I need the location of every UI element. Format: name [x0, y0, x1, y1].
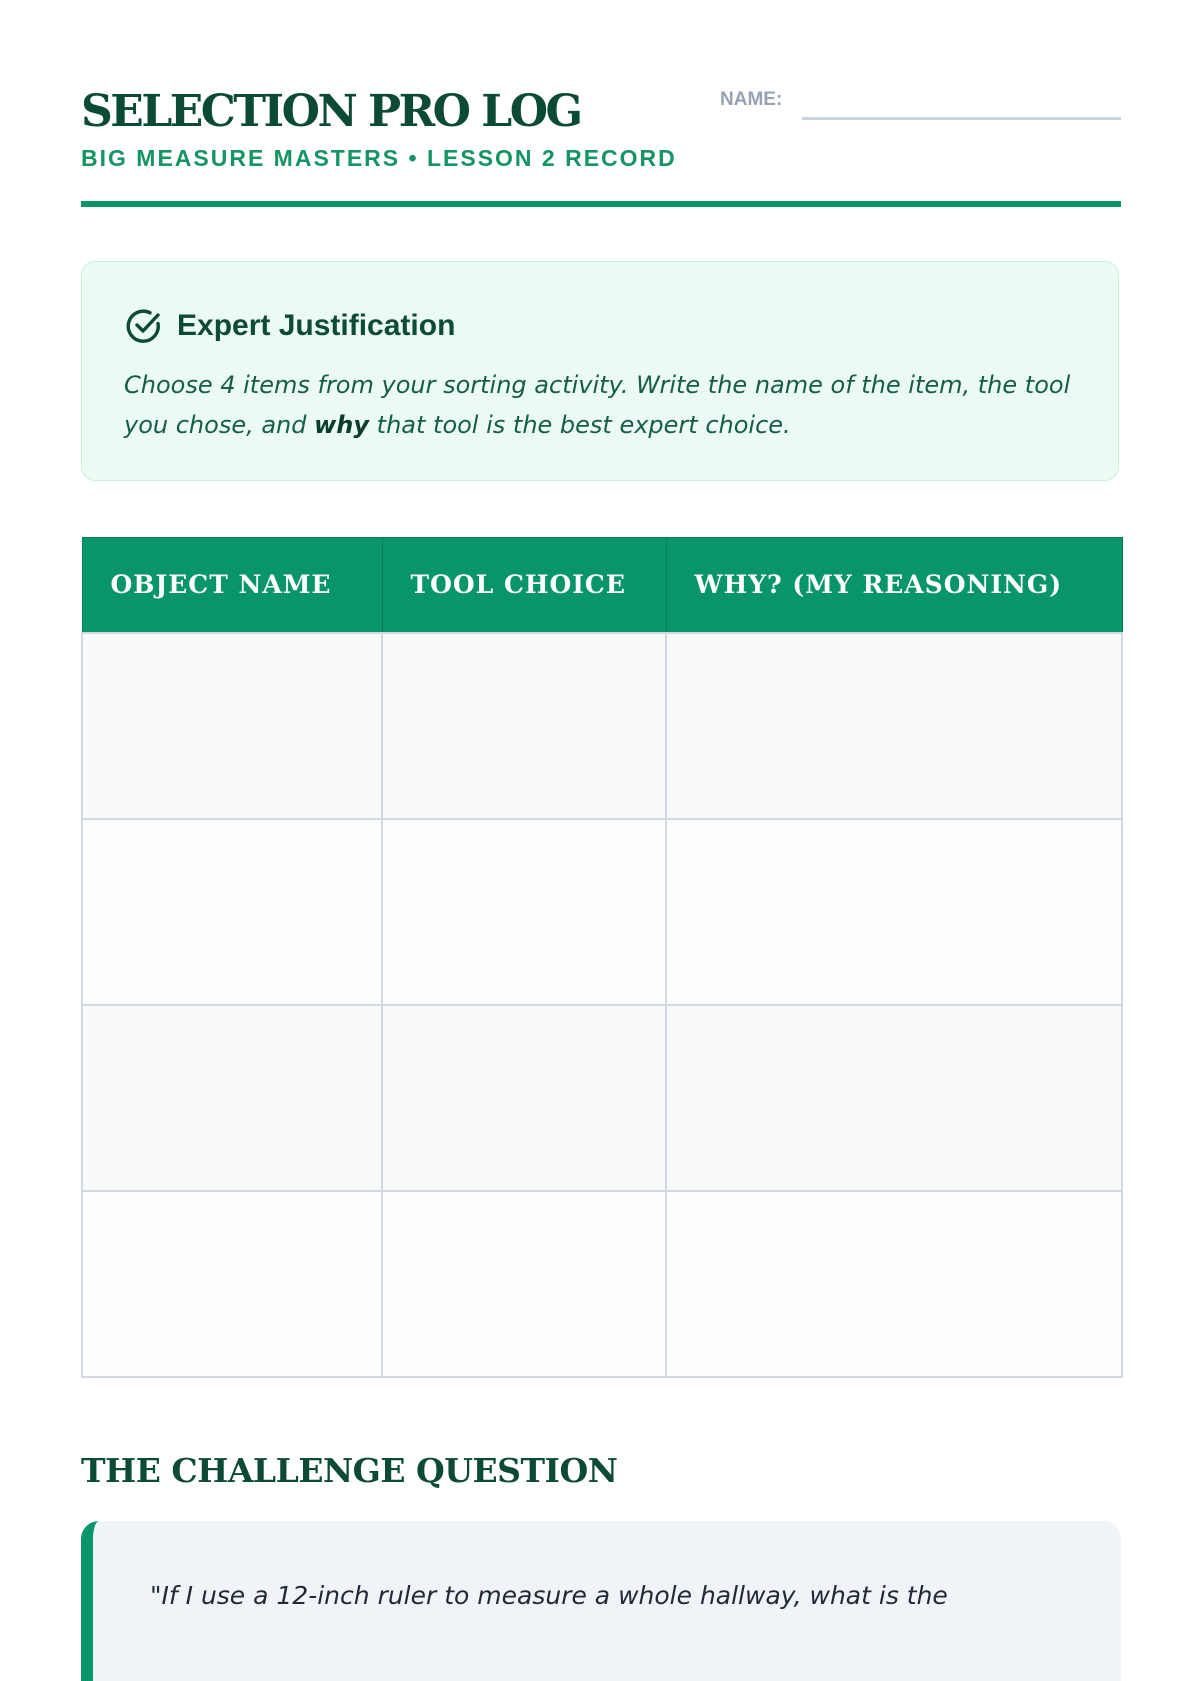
- challenge-question-title: THE CHALLENGE QUESTION: [81, 1451, 618, 1490]
- instructions-heading: [124, 306, 455, 346]
- table-row: [82, 819, 1122, 1005]
- selection-log-table: [81, 537, 1123, 1378]
- worksheet-page: [81, 0, 1121, 1610]
- reasoning-cell[interactable]: [666, 819, 1122, 1005]
- object-name-cell[interactable]: [82, 633, 382, 819]
- column-header-object-name: OBJECT NAME: [82, 538, 382, 633]
- reasoning-cell[interactable]: [666, 1191, 1122, 1377]
- worksheet-header: [81, 0, 1121, 206]
- object-name-cell[interactable]: [82, 819, 382, 1005]
- instructions-text-emphasis: why: [314, 411, 370, 439]
- tool-choice-cell[interactable]: [382, 633, 666, 819]
- instructions-box: [81, 261, 1119, 481]
- table-header-row: [82, 538, 1122, 633]
- instructions-text-end: that tool is the best expert choice.: [369, 411, 791, 439]
- challenge-question-box: [81, 1521, 1121, 1681]
- column-header-tool-choice: TOOL CHOICE: [382, 538, 666, 633]
- challenge-question-text: "If I use a 12-inch ruler to measure a whole hallway, what is the: [150, 1581, 948, 1610]
- object-name-cell[interactable]: [82, 1005, 382, 1191]
- name-field-line[interactable]: [802, 117, 1121, 120]
- tool-choice-cell[interactable]: [382, 1005, 666, 1191]
- tool-choice-cell[interactable]: [382, 819, 666, 1005]
- check-circle-icon: [124, 306, 164, 346]
- table-row: [82, 1005, 1122, 1191]
- instructions-text-start: Choose 4 items from your sorting activity. Write the name of the item, the tool you chose, and: [124, 371, 1071, 439]
- tool-choice-cell[interactable]: [382, 1191, 666, 1377]
- table-row: [82, 633, 1122, 819]
- page-subtitle: BIG MEASURE MASTERS • LESSON 2 RECORD: [81, 145, 677, 171]
- instructions-text: [124, 365, 1084, 445]
- header-divider: [81, 201, 1121, 207]
- column-header-reasoning: WHY? (MY REASONING): [666, 538, 1122, 633]
- object-name-cell[interactable]: [82, 1191, 382, 1377]
- table-row: [82, 1191, 1122, 1377]
- instructions-title: Expert Justification: [177, 309, 456, 342]
- name-label: NAME:: [720, 89, 783, 110]
- page-title: SELECTION PRO LOG: [81, 86, 581, 137]
- reasoning-cell[interactable]: [666, 1005, 1122, 1191]
- reasoning-cell[interactable]: [666, 633, 1122, 819]
